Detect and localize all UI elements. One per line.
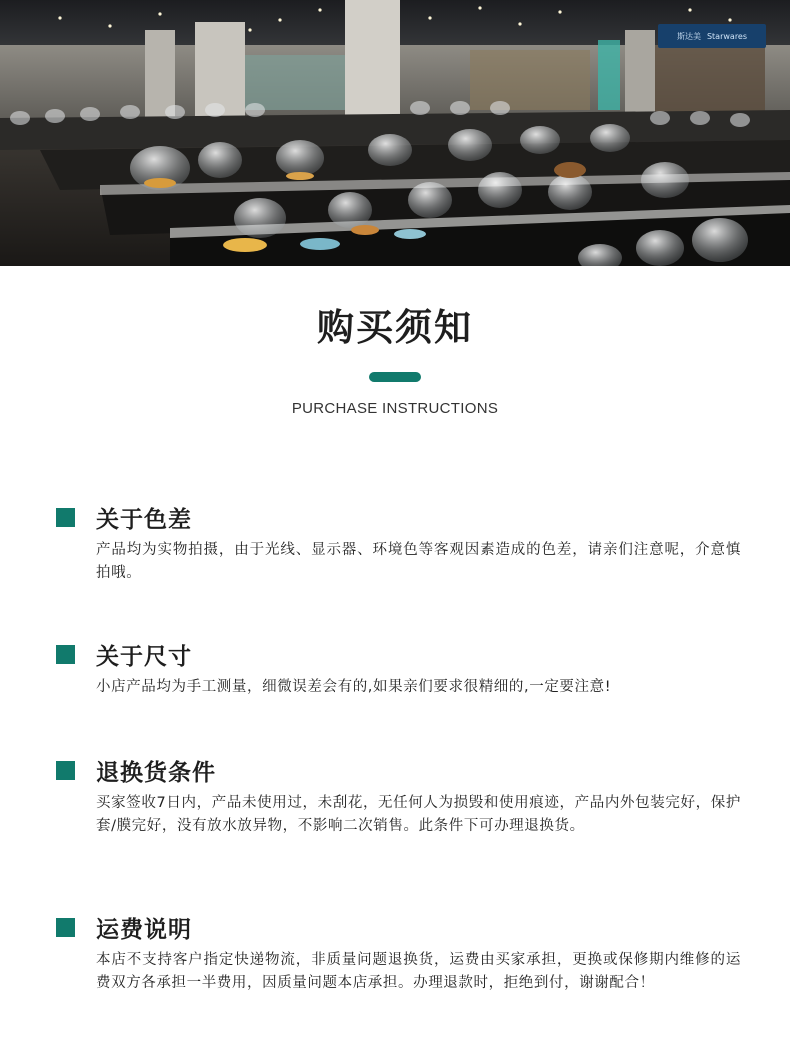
section-header (56, 910, 746, 944)
section-header (56, 500, 746, 534)
section-header (56, 637, 746, 671)
square-bullet-icon (56, 918, 75, 937)
section-title: 退换货条件 (96, 759, 216, 786)
brand-sign-right: Starwares (706, 31, 748, 41)
section-size (56, 637, 746, 699)
heading-block (0, 300, 790, 417)
square-bullet-icon (56, 761, 75, 780)
square-bullet-icon (56, 508, 75, 527)
page-subtitle: PURCHASE INSTRUCTIONS (291, 400, 499, 417)
section-title: 关于色差 (96, 506, 192, 533)
section-title: 运费说明 (96, 916, 192, 943)
brand-sign-left: 斯达美 (676, 31, 701, 41)
section-header (56, 753, 746, 787)
section-shipping-fee (56, 910, 746, 995)
hero-photo (0, 0, 790, 266)
section-body: 产品均为实物拍摄，由于光线、显示器、环境色等客观因素造成的色差，请亲们注意呢，介意慎拍哦。 (96, 542, 741, 581)
section-body: 买家签收7日内，产品未使用过，未刮花，无任何人为损毁和使用痕迹，产品内外包装完好，保护套/膜完好，没有放水放异物，不影响二次销售。此条件下可办理退换货。 (96, 795, 741, 834)
title-accent-bar (369, 372, 421, 382)
section-body: 小店产品均为手工测量，细微误差会有的,如果亲们要求很精细的,一定要注意! (96, 679, 612, 695)
square-bullet-icon (56, 645, 75, 664)
page-title: 购买须知 (317, 306, 473, 349)
section-title: 关于尺寸 (96, 643, 192, 670)
section-return-conditions (56, 753, 746, 838)
section-body: 本店不支持客户指定快递物流，非质量问题退换货，运费由买家承担，更换或保修期内维修的运费双方各承担一半费用，因质量问题本店承担。办理退款时，拒绝到付，谢谢配合！ (96, 952, 741, 991)
store-brand-sign (658, 24, 766, 48)
section-color-difference (56, 500, 746, 585)
